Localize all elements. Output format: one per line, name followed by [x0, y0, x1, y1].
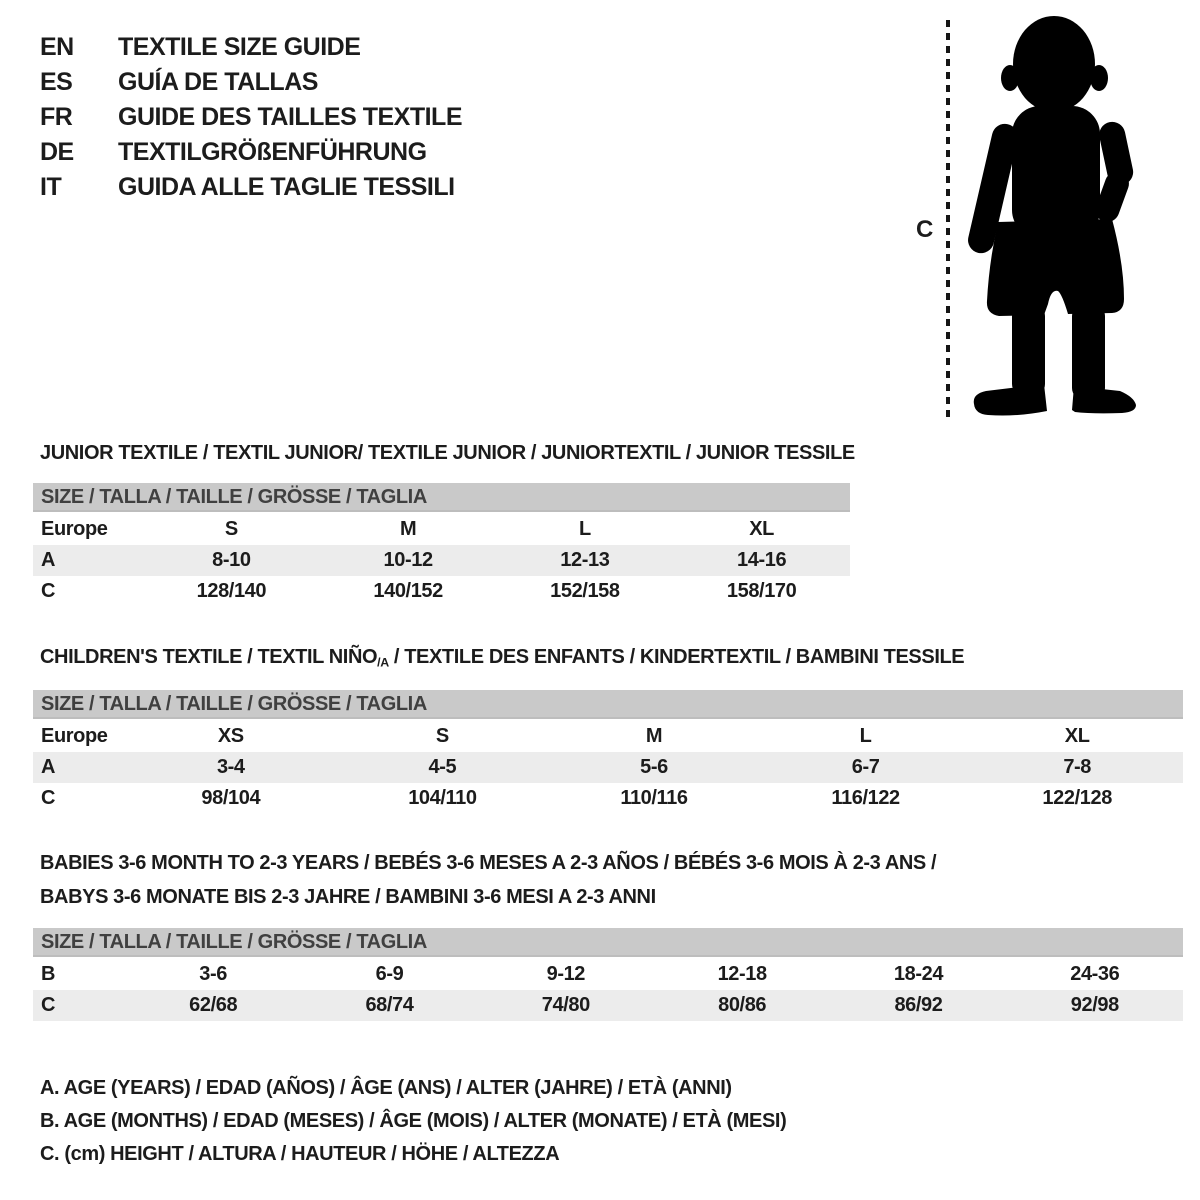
row-value: 122/128	[1042, 787, 1112, 809]
table-row	[33, 514, 850, 545]
title-text: / TEXTILE DES ENFANTS / KINDERTEXTIL / BAMBINI TESSILE	[388, 646, 965, 668]
language-list	[40, 30, 462, 205]
row-label: B	[41, 963, 56, 985]
row-label: Europe	[41, 725, 108, 747]
row-value: 128/140	[196, 580, 267, 602]
row-label: C	[41, 994, 56, 1016]
row-value: M	[645, 725, 663, 747]
language-title: TEXTILGRÖßENFÜHRUNG	[118, 138, 427, 166]
row-value: 18-24	[893, 963, 944, 985]
table-row	[33, 752, 1183, 783]
row-value: S	[435, 725, 449, 747]
legend-line: B. AGE (MONTHS) / EDAD (MESES) / ÂGE (MOIS) / ALTER (MONATE) / ETÀ (MESI)	[40, 1110, 787, 1132]
table-row	[33, 576, 850, 607]
row-value: S	[224, 518, 238, 540]
title-text: BABIES 3-6 MONTH TO 2-3 YEARS / BEBÉS 3-6 MESES A 2-3 AÑOS / BÉBÉS 3-6 MOIS À 2-3 ANS /	[40, 852, 937, 874]
row-value: 104/110	[408, 787, 477, 809]
row-value: 116/122	[831, 787, 900, 809]
language-code: DE	[40, 138, 74, 166]
title-text: BABYS 3-6 MONATE BIS 2-3 JAHRE / BAMBINI 3-6 MESI A 2-3 ANNI	[40, 886, 656, 908]
row-value: 152/158	[550, 580, 620, 602]
row-value: XS	[217, 725, 244, 747]
childrens-section-title	[40, 640, 964, 679]
row-value: XL	[749, 518, 774, 540]
language-row	[40, 170, 462, 205]
size-header-bar: SIZE / TALLA / TAILLE / GRÖSSE / TAGLIA	[33, 690, 1183, 719]
row-value: 80/86	[718, 994, 767, 1016]
row-label: C	[41, 787, 56, 809]
section-title-line	[40, 640, 964, 679]
section-title-line	[40, 436, 855, 470]
row-value: 98/104	[201, 787, 261, 809]
title-text: JUNIOR TEXTILE / TEXTIL JUNIOR/ TEXTILE JUNIOR / JUNIORTEXTIL / JUNIOR TESSILE	[40, 442, 855, 464]
language-row	[40, 30, 462, 65]
row-value: M	[399, 518, 417, 540]
table-row	[33, 959, 1183, 990]
language-code: IT	[40, 173, 62, 201]
table-row	[33, 721, 1183, 752]
language-row	[40, 135, 462, 170]
row-value: 12-13	[560, 549, 610, 571]
table-row	[33, 545, 850, 576]
childrens-size-table	[33, 690, 1183, 814]
title-text: CHILDREN'S TEXTILE / TEXTIL NIÑO	[40, 646, 378, 668]
babies-section-title	[40, 846, 936, 914]
size-header-bar: SIZE / TALLA / TAILLE / GRÖSSE / TAGLIA	[33, 483, 850, 512]
row-value: 4-5	[428, 756, 457, 778]
row-value: 68/74	[365, 994, 414, 1016]
language-code: EN	[40, 33, 74, 61]
section-title-line	[40, 880, 936, 914]
row-value: 3-4	[216, 756, 245, 778]
language-title: TEXTILE SIZE GUIDE	[118, 33, 361, 61]
size-header-bar: SIZE / TALLA / TAILLE / GRÖSSE / TAGLIA	[33, 928, 1183, 957]
language-code: FR	[40, 103, 73, 131]
row-value: 92/98	[1070, 994, 1119, 1016]
row-value: 10-12	[383, 549, 433, 571]
language-title: GUÍA DE TALLAS	[118, 68, 318, 96]
row-value: L	[578, 518, 591, 540]
row-value: 74/80	[541, 994, 590, 1016]
measurement-legend	[40, 1072, 786, 1171]
row-label: Europe	[41, 518, 108, 540]
row-value: 5-6	[640, 756, 668, 778]
height-dashed-line	[946, 20, 950, 418]
row-value: 8-10	[212, 549, 251, 571]
title-subscript: /A	[377, 655, 389, 670]
language-code: ES	[40, 68, 73, 96]
row-value: 14-16	[737, 549, 787, 571]
row-value: 3-6	[199, 963, 228, 985]
row-value: XL	[1064, 725, 1090, 747]
language-title: GUIDA ALLE TAGLIE TESSILI	[118, 173, 455, 201]
language-title: GUIDE DES TAILLES TEXTILE	[118, 103, 463, 131]
section-title-line	[40, 846, 936, 880]
row-value: 6-9	[375, 963, 404, 985]
table-row	[33, 990, 1183, 1021]
junior-size-table	[33, 483, 850, 607]
row-label: C	[41, 580, 56, 602]
row-value: 158/170	[726, 580, 797, 602]
row-value: 62/68	[189, 994, 238, 1016]
row-value: 7-8	[1063, 756, 1092, 778]
legend-line: C. (cm) HEIGHT / ALTURA / HAUTEUR / HÖHE / ALTEZZA	[40, 1143, 560, 1165]
row-value: 12-18	[717, 963, 767, 985]
row-value: 86/92	[894, 994, 943, 1016]
table-row	[33, 783, 1183, 814]
junior-section-title	[40, 436, 855, 470]
row-value: 6-7	[851, 756, 880, 778]
babies-size-table	[33, 928, 1183, 1021]
row-value: 140/152	[373, 580, 443, 602]
toddler-silhouette-icon	[962, 14, 1147, 419]
language-row	[40, 100, 462, 135]
language-row	[40, 65, 462, 100]
row-value: 24-36	[1070, 963, 1120, 985]
row-label: A	[41, 549, 56, 571]
legend-line: A. AGE (YEARS) / EDAD (AÑOS) / ÂGE (ANS) / ALTER (JAHRE) / ETÀ (ANNI)	[40, 1077, 732, 1099]
row-value: 9-12	[546, 963, 586, 985]
row-value: 110/116	[620, 787, 688, 809]
row-value: L	[859, 725, 872, 747]
height-measure-label: C	[916, 216, 934, 243]
row-label: A	[41, 756, 56, 778]
